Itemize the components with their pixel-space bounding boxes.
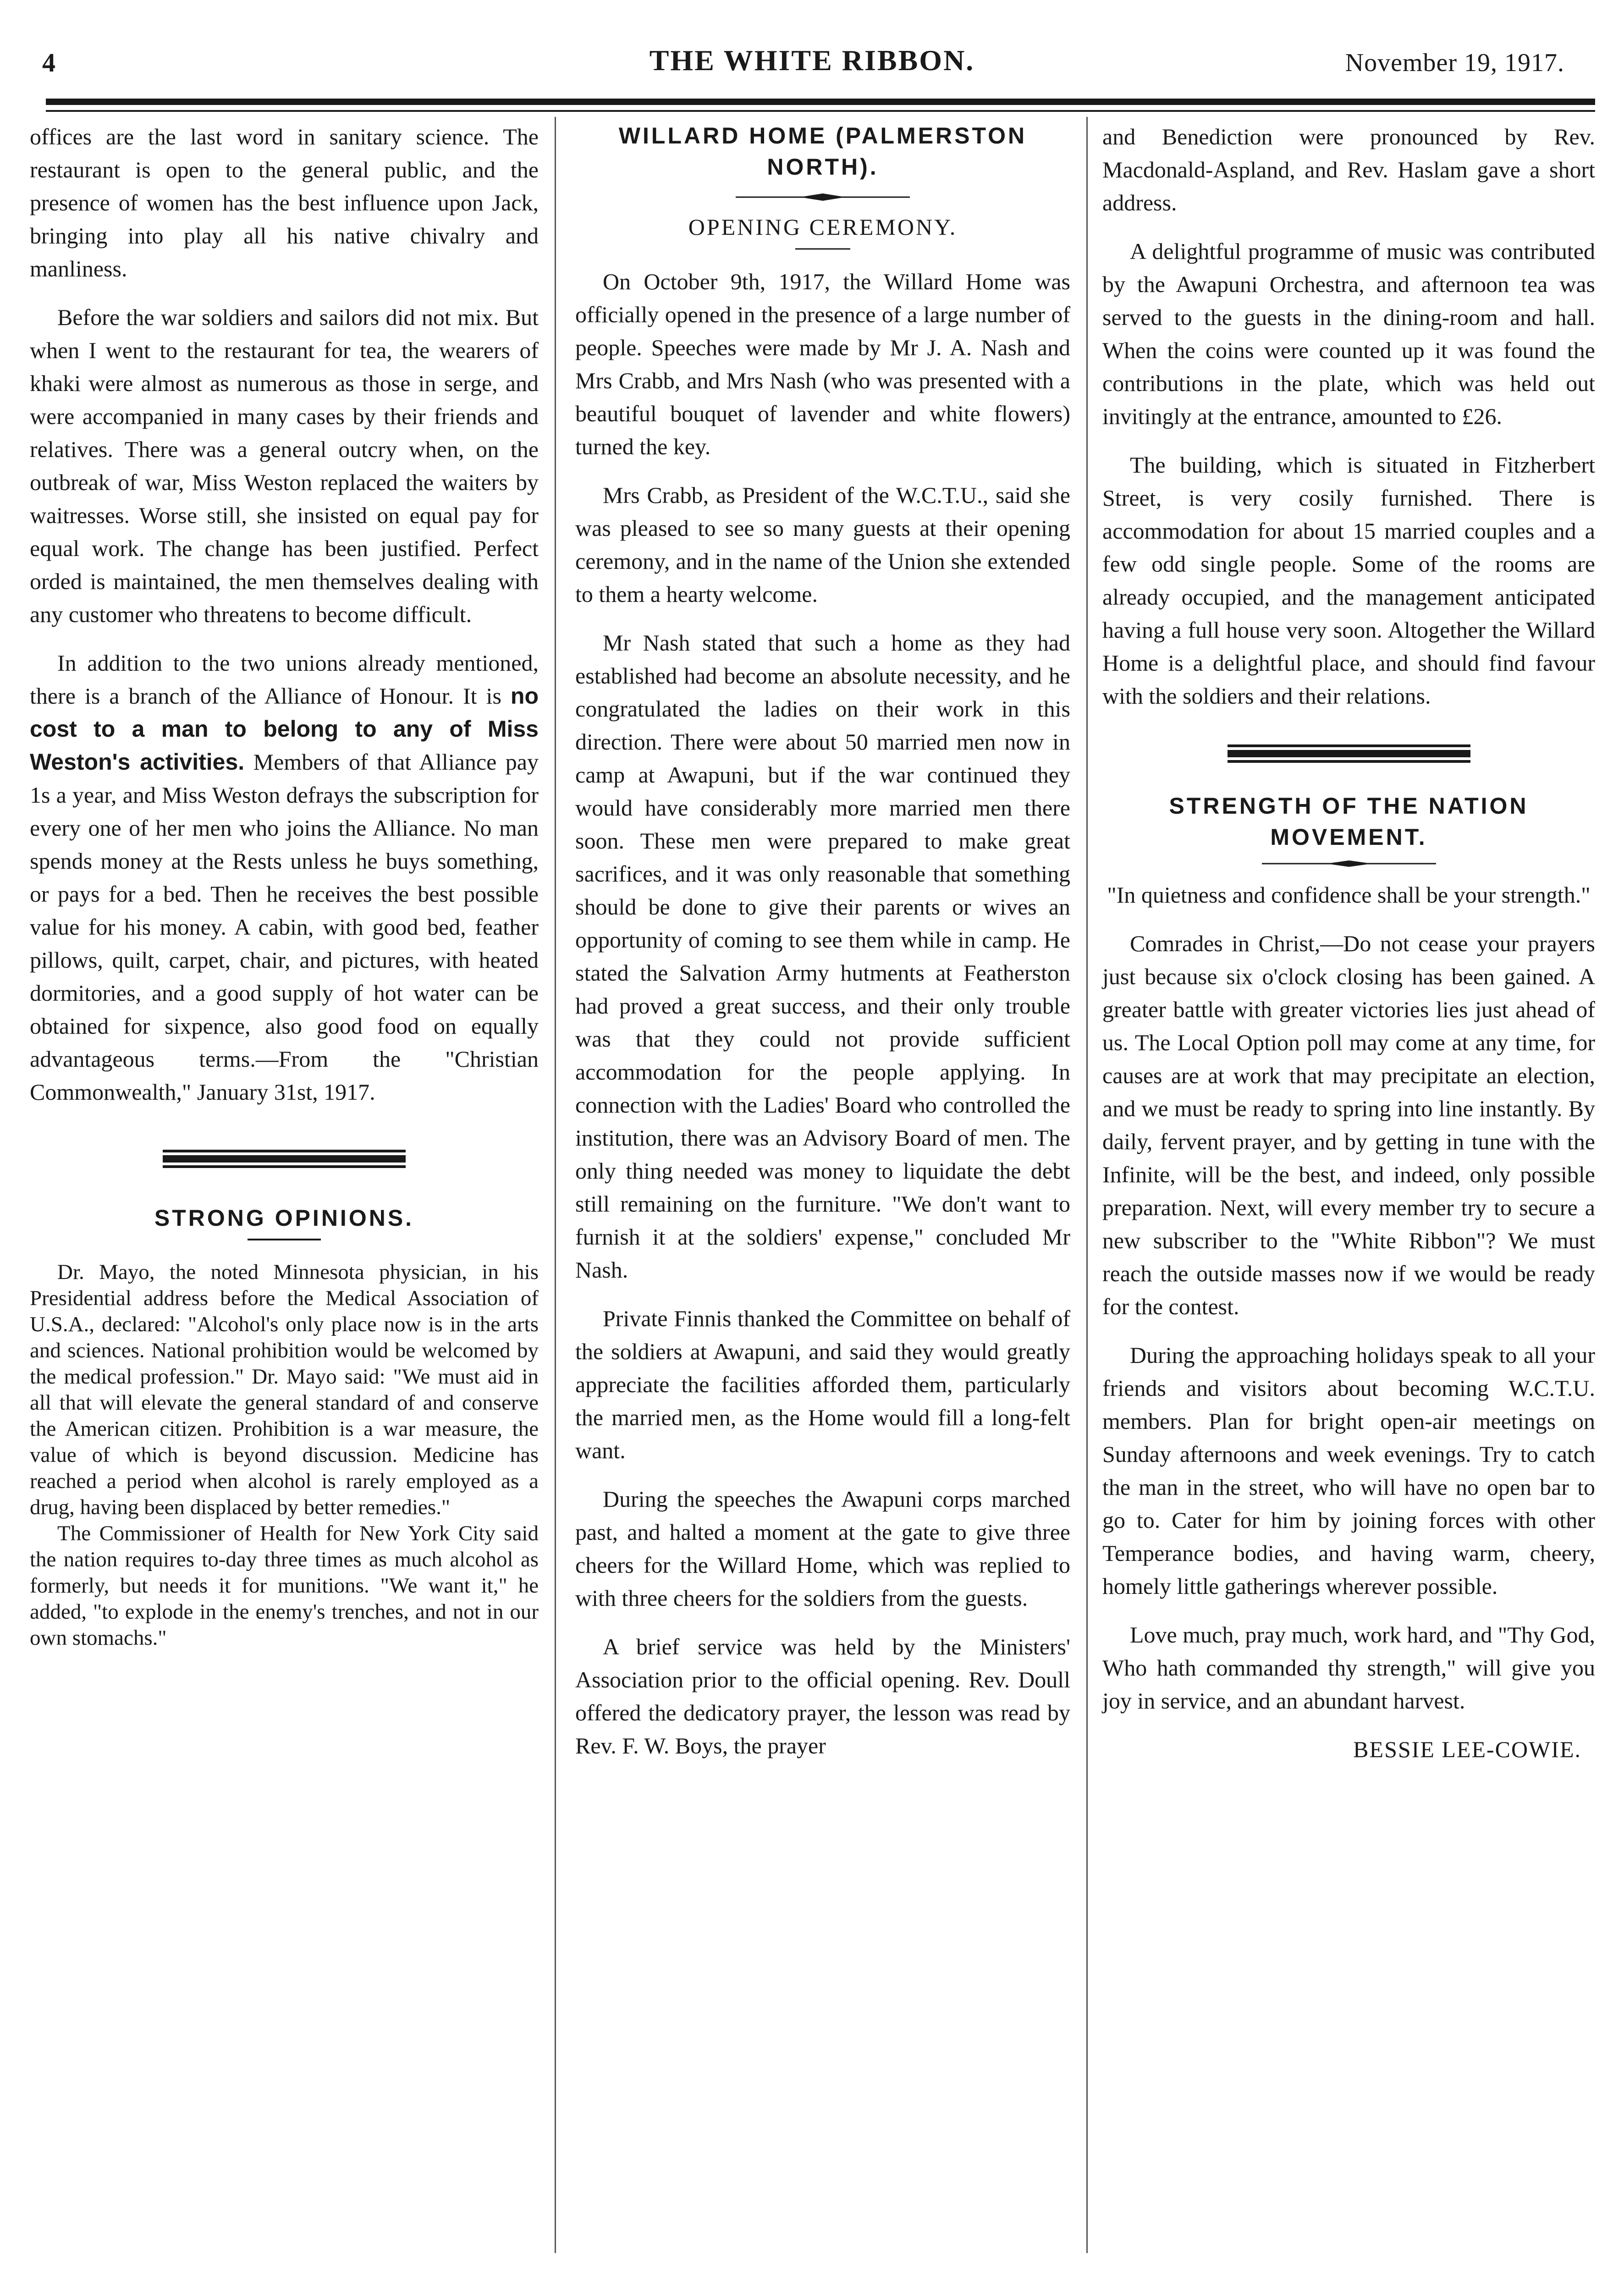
subheading-opening-ceremony: OPENING CEREMONY. <box>688 214 958 240</box>
heading-ornament <box>1257 855 1441 872</box>
paragraph: Mrs Crabb, as President of the W.C.T.U., said she was pleased to see so many guests at their opening ceremony, and in the name of the Union she extended to them a hearty welcome. <box>575 482 1070 607</box>
heading-willard-home: WILLARD HOME (PALMERSTON NORTH). <box>618 123 1027 180</box>
column-2 <box>575 120 1070 1778</box>
article-strength-of-nation <box>1102 878 1595 1766</box>
issue-date: November 19, 1917. <box>1345 49 1564 77</box>
paragraph: On October 9th, 1917, the Willard Home was officially opened in the presence of a large number of people. Speeches were made by Mr J. A. Nash and Mrs Crabb, and Mrs Nash (who was presented with a beautiful bouquet of lavender and white flowers) turned the key. <box>575 269 1070 459</box>
paragraph-text: Members of that Alliance pay 1s a year, and Miss Weston defrays the subscription for every one of her men who joins the Alliance. No man spends money at the Rests unless he buys something, or pays for a bed. Then he receives the best possible value for his money. A cabin, with good bed, feather pillows, quilt, carpet, chair, and pictures, with heated dormitories, and a good supply of hot water can be obtained for sixpence, also good food on equally advantageous terms.—From the "Christian Commonwealth," January 31st, 1917. <box>30 749 539 1105</box>
column-divider-left <box>555 117 556 2253</box>
paragraph: A brief service was held by the Ministers' Association prior to the official opening. Rev. Doull offered the dedicatory prayer, the lesson was read by Rev. F. W. Boys, the prayer <box>575 1634 1070 1758</box>
paragraph: Private Finnis thanked the Committee on behalf of the soldiers at Awapuni, and said they would greatly appreciate the facilities afforded them, particularly the married men, as the Home would fill a long-felt want. <box>575 1306 1070 1463</box>
column-1 <box>30 120 539 1651</box>
author-signature: BESSIE LEE-COWIE. <box>1353 1736 1581 1762</box>
article-strong-opinions <box>30 1259 539 1651</box>
heading-strong-opinions: STRONG OPINIONS. <box>154 1205 414 1231</box>
heading-ornament <box>731 188 914 206</box>
paragraph: During the speeches the Awapuni corps marched past, and halted a moment at the gate to give three cheers for the Willard Home, which was replied to with three cheers for the soldiers from the guests. <box>575 1486 1070 1611</box>
paragraph: During the approaching holidays speak to all your friends and visitors about becoming W.C.T.U. members. Plan for bright open-air meetings on Sunday afternoons and week evenings. Try to catch the man in the street, who will have no open bar to go to. Cater for him by joining forces with other Temperance bodies, and having warm, cheery, homely little gatherings wherever possible. <box>1102 1342 1595 1599</box>
paragraph: Dr. Mayo, the noted Minnesota physician, in his Presidential address before the Medical Association of U.S.A., declared: "Alcohol's only place now is in the arts and sciences. National prohibition would be welcomed by the medical profession." Dr. Mayo said: "We must aid in all that will elevate the general standard of and conserve the American citizen. Prohibition is a war measure, the value of which is beyond discussion. Medicine has reached a period when alcohol is rarely employed as a drug, having been displaced by better remedies." <box>30 1260 539 1519</box>
paragraph: Love much, pray much, work hard, and "Thy God, Who hath commanded thy strength," will give you joy in service, and an abundant harvest. <box>1102 1622 1595 1714</box>
header-rule-thin <box>46 110 1595 112</box>
paragraph: The Commissioner of Health for New York City said the nation requires to-day three times as much alcohol as formerly, but needs it for munitions. "We want it," he added, "to explode in the enemy's trenches, and not in our own stomachs." <box>30 1521 539 1650</box>
paragraph: and Benediction were pronounced by Rev. Macdonald-Aspland, and Rev. Haslam gave a short address. <box>1102 124 1595 215</box>
publication-title: THE WHITE RIBBON. <box>649 44 975 77</box>
section-separator <box>163 1150 406 1168</box>
heading-strength-of-nation: STRENGTH OF THE NATION MOVEMENT. <box>1169 793 1529 850</box>
paragraph: The building, which is situated in Fitzherbert Street, is very cosily furnished. There is accommodation for about 15 married couples and a few odd single people. Some of the rooms are already occupied, and the management anticipated having a full house very soon. Altogether the Willard Home is a delightful place, and should find favour with the soldiers and their relations. <box>1102 452 1595 709</box>
paragraph: Comrades in Christ,—Do not cease your prayers just because six o'clock closing has been gained. A greater battle with greater victories lies just ahead of us. The Local Option poll may come at any time, for causes are at work that may precipitate an election, and we must be ready to spring into line instantly. By daily, fervent prayer, and by getting in tune with the Infinite, will be the best, and indeed, only possible preparation. Next, will every member try to secure a new subscriber to the "White Ribbon"? We must reach the outside masses now if we would be ready for the contest. <box>1102 931 1595 1319</box>
article-willard-home-continued <box>1102 120 1595 712</box>
article-continued <box>30 120 539 1108</box>
paragraph: Before the war soldiers and sailors did not mix. But when I went to the restaurant for tea, the wearers of khaki were almost as numerous as those in serge, and were accompanied in many cases by their friends and relatives. There was a general outcry when, on the outbreak of war, Miss Weston replaced the waiters by waitresses. Worse still, she insisted on equal pay for equal work. The change has been justified. Perfect orded is maintained, the men themselves dealing with any customer who threatens to become difficult. <box>30 304 539 627</box>
paragraph <box>30 646 539 1108</box>
masthead <box>0 44 1624 85</box>
paragraph: A delightful programme of music was contributed by the Awapuni Orchestra, and afternoon tea was served to the guests in the dining-room and hall. When the coins were counted up it was found the contributions in the plate, which was held out invitingly at the entrance, amounted to £26. <box>1102 238 1595 429</box>
epigraph-quote: "In quietness and confidence shall be your strength." <box>1107 882 1591 908</box>
header-rule-thick <box>46 99 1595 105</box>
column-3 <box>1102 120 1595 1781</box>
paragraph: offices are the last word in sanitary science. The restaurant is open to the general public, and the presence of women has the best influence upon Jack, bringing into play all his native chivalry and manliness. <box>30 124 539 281</box>
page-number: 4 <box>42 48 55 77</box>
subheading-ornament <box>795 242 850 256</box>
article-willard-home <box>575 265 1070 1762</box>
column-divider-right <box>1086 117 1088 2253</box>
bold-emphasis: no cost to a man to belong to any of Miss Weston's activities. <box>30 683 539 775</box>
heading-ornament <box>248 1234 321 1245</box>
section-separator <box>1228 744 1470 763</box>
paragraph-text: In addition to the two unions already mentioned, there is a branch of the Alliance of Honour. It is <box>30 650 539 709</box>
paragraph: Mr Nash stated that such a home as they had established had become an absolute necessity, and he congratulated the ladies on their work in this direction. There were about 50 married men now in camp at Awapuni, but if the war continued they would have considerably more married men there soon. These men were prepared to make great sacrifices, and it was only reasonable that something should be done to give their parents or wives an opportunity of coming to see them while in camp. He stated the Salvation Army hutments at Featherston had proved a great success, and their only trouble was that they could not provide sufficient accommodation for the people applying. In connection with the Ladies' Board who controlled the institution, there was an Advisory Board of men. The only thing needed was money to liquidate the debt still remaining on the furniture. "We don't want to furnish it at the soldiers' expense," concluded Mr Nash. <box>575 630 1070 1283</box>
